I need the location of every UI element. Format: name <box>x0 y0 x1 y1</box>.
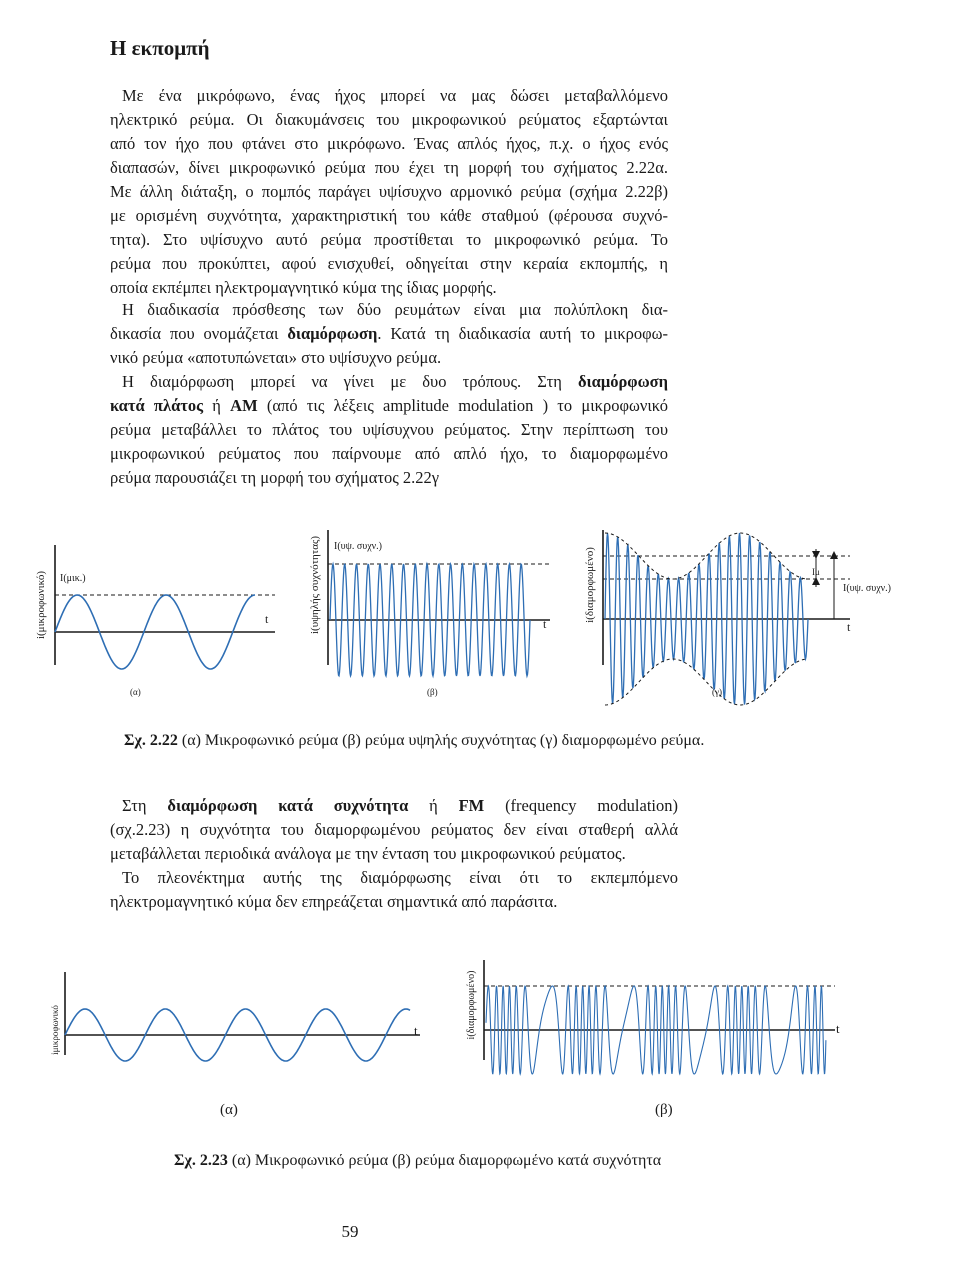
x-axis-label: t <box>847 620 851 634</box>
bold-term: διαμόρφωση <box>577 372 668 391</box>
text-line <box>110 394 668 418</box>
text-line: ηλεκτρομαγνητικό κύμα δεν επηρεάζεται σημαντικά από παράσιτα. <box>110 892 558 911</box>
text-line: τητα). Στο υψίσυχνο αυτό ρεύμα προστίθεται το μικροφωνικό ρεύμα. Το <box>110 230 668 249</box>
panel-b <box>309 530 550 697</box>
envelope-upper <box>605 533 807 579</box>
curve-label: I(υψ. συχν.) <box>334 541 383 552</box>
bold-term: διαμόρφωση <box>287 324 378 343</box>
bold-term: AM <box>230 396 258 415</box>
text-fragment: Στη <box>122 796 168 815</box>
amplitude-label: Iμ <box>812 567 820 577</box>
curve-label: I(μικ.) <box>60 573 86 584</box>
caption-number: Σχ. 2.22 <box>124 732 178 749</box>
text-fragment: ή <box>408 796 459 815</box>
x-axis-label: t <box>836 1021 840 1036</box>
caption-text: (α) Μικροφωνικό ρεύμα (β) ρεύμα υψηλής συχνότητας (γ) διαμορφωμένο ρεύμα. <box>181 732 705 749</box>
panel-tag: (α) <box>220 1102 238 1118</box>
text-line: Με ένα μικρόφωνο, ένας ήχος μπορεί να μας δώσει μεταβαλλόμενο <box>122 86 668 105</box>
figure-2-22 <box>0 515 960 735</box>
y-axis-label: i(διαμορφωμένο) <box>584 547 596 623</box>
text-line <box>110 370 668 394</box>
text-fragment: Η διαμόρφωση μπορεί να γίνει με δυο τρόπους. Στη <box>122 372 578 391</box>
text-line: (σχ.2.23) η συχνότητα του διαμορφωμένου ρεύματος δεν είναι σταθερή αλλά <box>110 820 678 839</box>
text-line: Το πλεονέκτημα αυτής της διαμόρφωσης είναι ότι το εκπεμπόμενο <box>122 868 678 887</box>
panel-tag: (β) <box>427 687 438 697</box>
x-axis-label: t <box>414 1023 418 1038</box>
text-line: ηλεκτρικό ρεύμα. Οι διακυμάνσεις του μικροφωνικού ρεύματος εξαρτώνται <box>110 110 668 129</box>
text-line: ρεύμα που προκύπτει, αφού ενισχυθεί, οδηγείται στην κεραία εκπομπής, η <box>110 254 668 273</box>
y-axis-label: i(υψηλής συχνότητας) <box>309 535 321 635</box>
modulated-wave <box>605 533 808 705</box>
text-line: Η διαδικασία πρόσθεσης των δύο ρευμάτων είναι μια πολύπλοκη δια- <box>122 300 668 319</box>
carrier-wave <box>330 564 530 676</box>
y-axis-label: i(μικροφωνικό) <box>35 570 47 640</box>
y-axis-label: i(διαμορφωμένο) <box>466 970 477 1040</box>
panel-tag: (γ) <box>712 687 722 697</box>
paragraph-fm <box>110 794 678 914</box>
text-line: από τον ήχο που φτάνει στο μικρόφωνο. Ένας απλός ήχος, π.χ. ο ήχος ενός <box>110 134 668 153</box>
text-fragment: (frequency modulation) <box>484 796 678 815</box>
bold-term: κατά πλάτος <box>110 396 204 415</box>
panel-c <box>584 530 891 705</box>
text-line: με ορισμένη συχνότητα, χαρακτηριστική του κάθε σταθμού (φέρουσα συχνό- <box>110 206 668 225</box>
text-line: διαπασών, δίνει μικροφωνικό ρεύμα που έχει τη μορφή του σχήματος 2.22α. <box>110 158 668 177</box>
text-fragment: (από τις λέξεις amplitude modulation ) το μικροφωνικό <box>257 396 668 415</box>
caption-2-22 <box>124 732 704 750</box>
bold-term: διαμόρφωση κατά συχνότητα <box>167 796 409 815</box>
text-line <box>110 322 668 346</box>
page-heading: Η εκπομπή <box>110 36 210 60</box>
panel-b <box>466 960 840 1118</box>
text-fragment: . Κατά τη διαδικασία αυτή το μικροφω- <box>377 324 669 343</box>
panel-tag: (β) <box>655 1102 673 1118</box>
text-line: ρεύμα παρουσιάζει τη μορφή του σχήματος 2.22γ <box>110 468 440 487</box>
text-line <box>110 794 678 818</box>
x-axis-label: t <box>265 612 269 626</box>
paragraph-am <box>110 370 668 490</box>
curve-label: I(υψ. συχν.) <box>843 583 892 594</box>
text-fragment: δικασία που ονομάζεται <box>110 324 288 343</box>
panel-a <box>35 545 275 697</box>
text-fragment: ή <box>203 396 231 415</box>
y-axis-label: iμικροφωνικό <box>50 1005 60 1055</box>
panel-tag: (α) <box>130 687 141 697</box>
caption-number: Σχ. 2.23 <box>174 1152 228 1169</box>
arrow-head <box>812 577 820 585</box>
arrow-head <box>830 551 838 559</box>
page-number: 59 <box>341 1222 359 1241</box>
caption-2-23 <box>174 1152 661 1170</box>
paragraph-modulation <box>110 298 668 370</box>
text-line: μικροφωνικού ρεύματος που παίρνουμε από απλό ήχο, το διαμορφωμένο <box>110 444 668 463</box>
text-line: Με άλλη διάταξη, ο πομπός παράγει υψίσυχνο αρμονικό ρεύμα (σχήμα 2.22β) <box>110 182 668 201</box>
text-line: νικό ρεύμα «αποτυπώνεται» στο υψίσυχνο ρεύμα. <box>110 348 442 367</box>
text-line: μεταβάλλεται περιοδικά ανάλογα με την ένταση του μικροφωνικού ρεύματος. <box>110 844 626 863</box>
panel-a <box>50 972 420 1118</box>
figure-2-23 <box>0 950 960 1120</box>
text-line: ρεύμα μεταβάλλει το πλάτος του υψίσυχνου ρεύματος. Στην περίπτωση του <box>110 420 668 439</box>
text-line: οποία εκπέμπει ηλεκτρομαγνητικό κύμα της ίδιας μορφής. <box>110 278 497 297</box>
paragraph-intro <box>110 84 668 300</box>
x-axis-label: t <box>543 617 547 631</box>
arrow-head <box>812 551 820 559</box>
caption-text: (α) Μικροφωνικό ρεύμα (β) ρεύμα διαμορφωμένο κατά συχνότητα <box>231 1152 662 1169</box>
bold-term: FM <box>458 796 485 815</box>
